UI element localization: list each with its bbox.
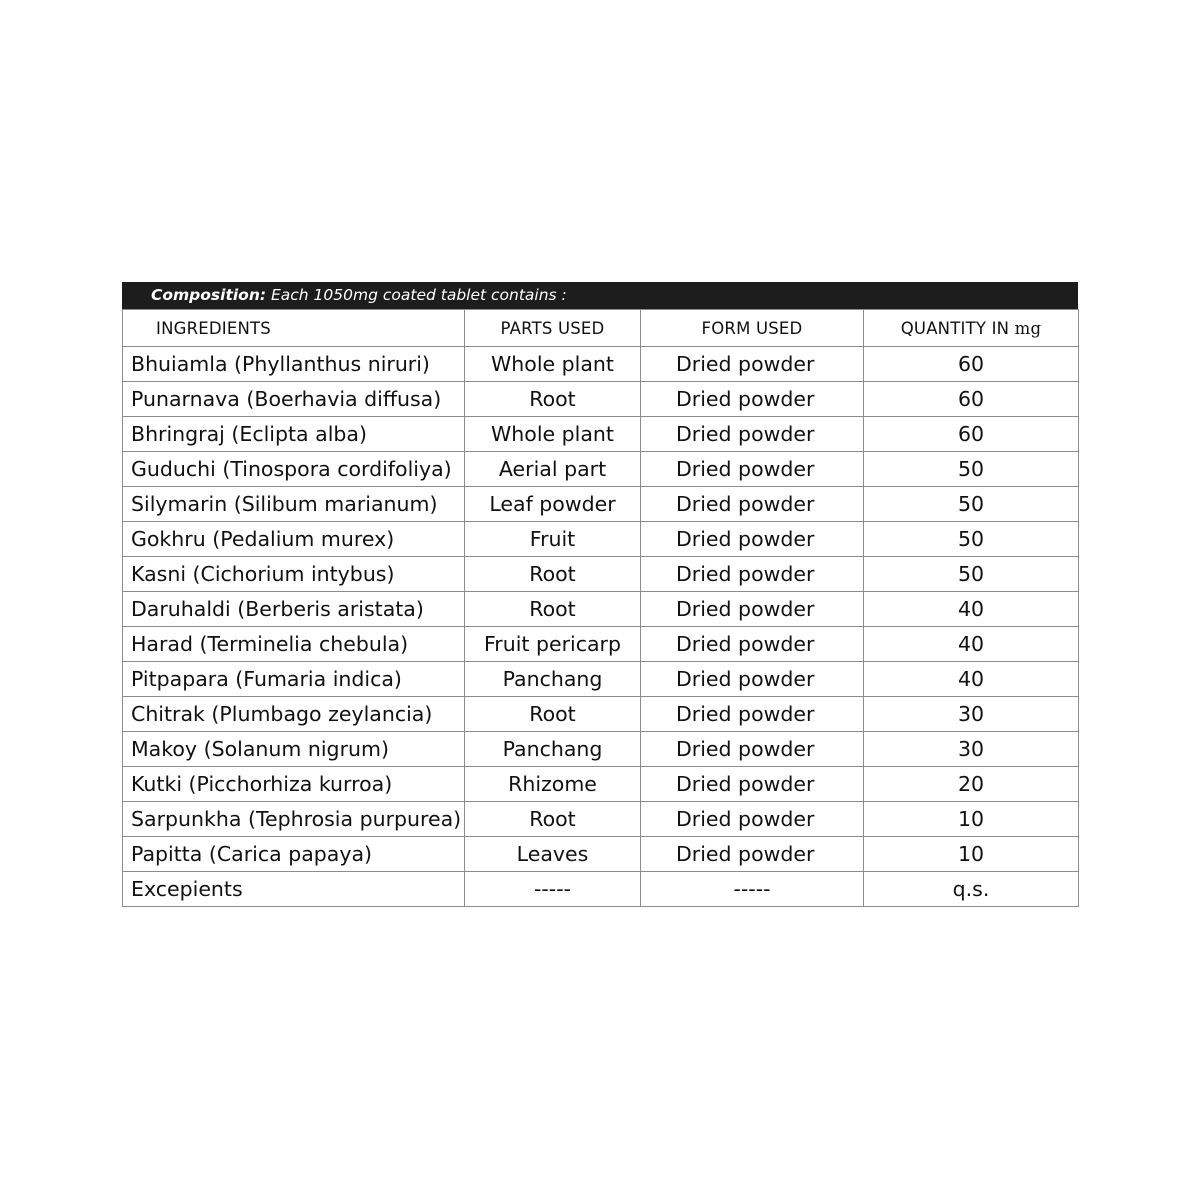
table-body [123, 347, 1079, 907]
ingredient-cell: Bhringraj (Eclipta alba) [123, 417, 465, 452]
ingredient-cell: Punarnava (Boerhavia diffusa) [123, 382, 465, 417]
quantity-cell: 50 [864, 557, 1079, 592]
ingredient-cell: Harad (Terminelia chebula) [123, 627, 465, 662]
part-cell: ----- [465, 872, 641, 907]
ingredient-cell: Bhuiamla (Phyllanthus niruri) [123, 347, 465, 382]
quantity-cell: 10 [864, 802, 1079, 837]
quantity-cell: 30 [864, 732, 1079, 767]
ingredient-cell: Kasni (Cichorium intybus) [123, 557, 465, 592]
part-cell: Fruit pericarp [465, 627, 641, 662]
quantity-cell: 40 [864, 627, 1079, 662]
table-row [123, 767, 1079, 802]
ingredient-cell: Makoy (Solanum nigrum) [123, 732, 465, 767]
form-cell: Dried powder [641, 522, 864, 557]
part-cell: Panchang [465, 662, 641, 697]
form-cell: Dried powder [641, 767, 864, 802]
table-row [123, 487, 1079, 522]
quantity-cell: 50 [864, 522, 1079, 557]
table-header [123, 310, 1079, 347]
table-row [123, 557, 1079, 592]
composition-panel [122, 282, 1078, 907]
ingredient-cell: Papitta (Carica papaya) [123, 837, 465, 872]
table-row [123, 662, 1079, 697]
form-cell: Dried powder [641, 732, 864, 767]
table-row [123, 522, 1079, 557]
quantity-cell: 60 [864, 382, 1079, 417]
quantity-cell: 20 [864, 767, 1079, 802]
ingredient-cell: Gokhru (Pedalium murex) [123, 522, 465, 557]
header-ingredients: INGREDIENTS [123, 310, 465, 347]
part-cell: Panchang [465, 732, 641, 767]
header-quantity [864, 310, 1079, 347]
quantity-cell: 60 [864, 347, 1079, 382]
form-cell: Dried powder [641, 347, 864, 382]
form-cell: Dried powder [641, 417, 864, 452]
quantity-cell: 30 [864, 697, 1079, 732]
quantity-cell: q.s. [864, 872, 1079, 907]
quantity-cell: 50 [864, 487, 1079, 522]
header-parts-used: PARTS USED [465, 310, 641, 347]
ingredient-cell: Guduchi (Tinospora cordifoliya) [123, 452, 465, 487]
table-row [123, 347, 1079, 382]
part-cell: Root [465, 382, 641, 417]
composition-title-bar [122, 282, 1078, 309]
quantity-cell: 60 [864, 417, 1079, 452]
part-cell: Root [465, 557, 641, 592]
ingredient-cell: Chitrak (Plumbago zeylancia) [123, 697, 465, 732]
quantity-cell: 40 [864, 592, 1079, 627]
part-cell: Whole plant [465, 347, 641, 382]
composition-title-lead: Composition: [151, 286, 267, 304]
table-row [123, 732, 1079, 767]
ingredient-cell: Sarpunkha (Tephrosia purpurea) [123, 802, 465, 837]
header-form-used: FORM USED [641, 310, 864, 347]
header-quantity-unit: mg [1009, 318, 1042, 338]
table-row [123, 382, 1079, 417]
quantity-cell: 50 [864, 452, 1079, 487]
composition-title-text: Each 1050mg coated tablet contains : [266, 286, 567, 304]
ingredient-cell: Excepients [123, 872, 465, 907]
part-cell: Root [465, 592, 641, 627]
part-cell: Fruit [465, 522, 641, 557]
ingredient-cell: Kutki (Picchorhiza kurroa) [123, 767, 465, 802]
form-cell: Dried powder [641, 697, 864, 732]
quantity-cell: 40 [864, 662, 1079, 697]
table-row [123, 627, 1079, 662]
ingredient-cell: Silymarin (Silibum marianum) [123, 487, 465, 522]
form-cell: Dried powder [641, 802, 864, 837]
composition-table [122, 309, 1079, 907]
part-cell: Leaves [465, 837, 641, 872]
table-row [123, 697, 1079, 732]
ingredient-cell: Daruhaldi (Berberis aristata) [123, 592, 465, 627]
form-cell: Dried powder [641, 837, 864, 872]
table-row [123, 452, 1079, 487]
form-cell: Dried powder [641, 592, 864, 627]
form-cell: Dried powder [641, 557, 864, 592]
form-cell: ----- [641, 872, 864, 907]
table-row [123, 837, 1079, 872]
ingredient-cell: Pitpapara (Fumaria indica) [123, 662, 465, 697]
form-cell: Dried powder [641, 382, 864, 417]
part-cell: Rhizome [465, 767, 641, 802]
table-row [123, 592, 1079, 627]
table-row [123, 417, 1079, 452]
header-quantity-label: QUANTITY IN [900, 318, 1010, 338]
form-cell: Dried powder [641, 452, 864, 487]
part-cell: Whole plant [465, 417, 641, 452]
part-cell: Aerial part [465, 452, 641, 487]
form-cell: Dried powder [641, 627, 864, 662]
form-cell: Dried powder [641, 662, 864, 697]
table-row [123, 872, 1079, 907]
form-cell: Dried powder [641, 487, 864, 522]
quantity-cell: 10 [864, 837, 1079, 872]
part-cell: Leaf powder [465, 487, 641, 522]
part-cell: Root [465, 802, 641, 837]
header-row [123, 310, 1079, 347]
table-row [123, 802, 1079, 837]
part-cell: Root [465, 697, 641, 732]
